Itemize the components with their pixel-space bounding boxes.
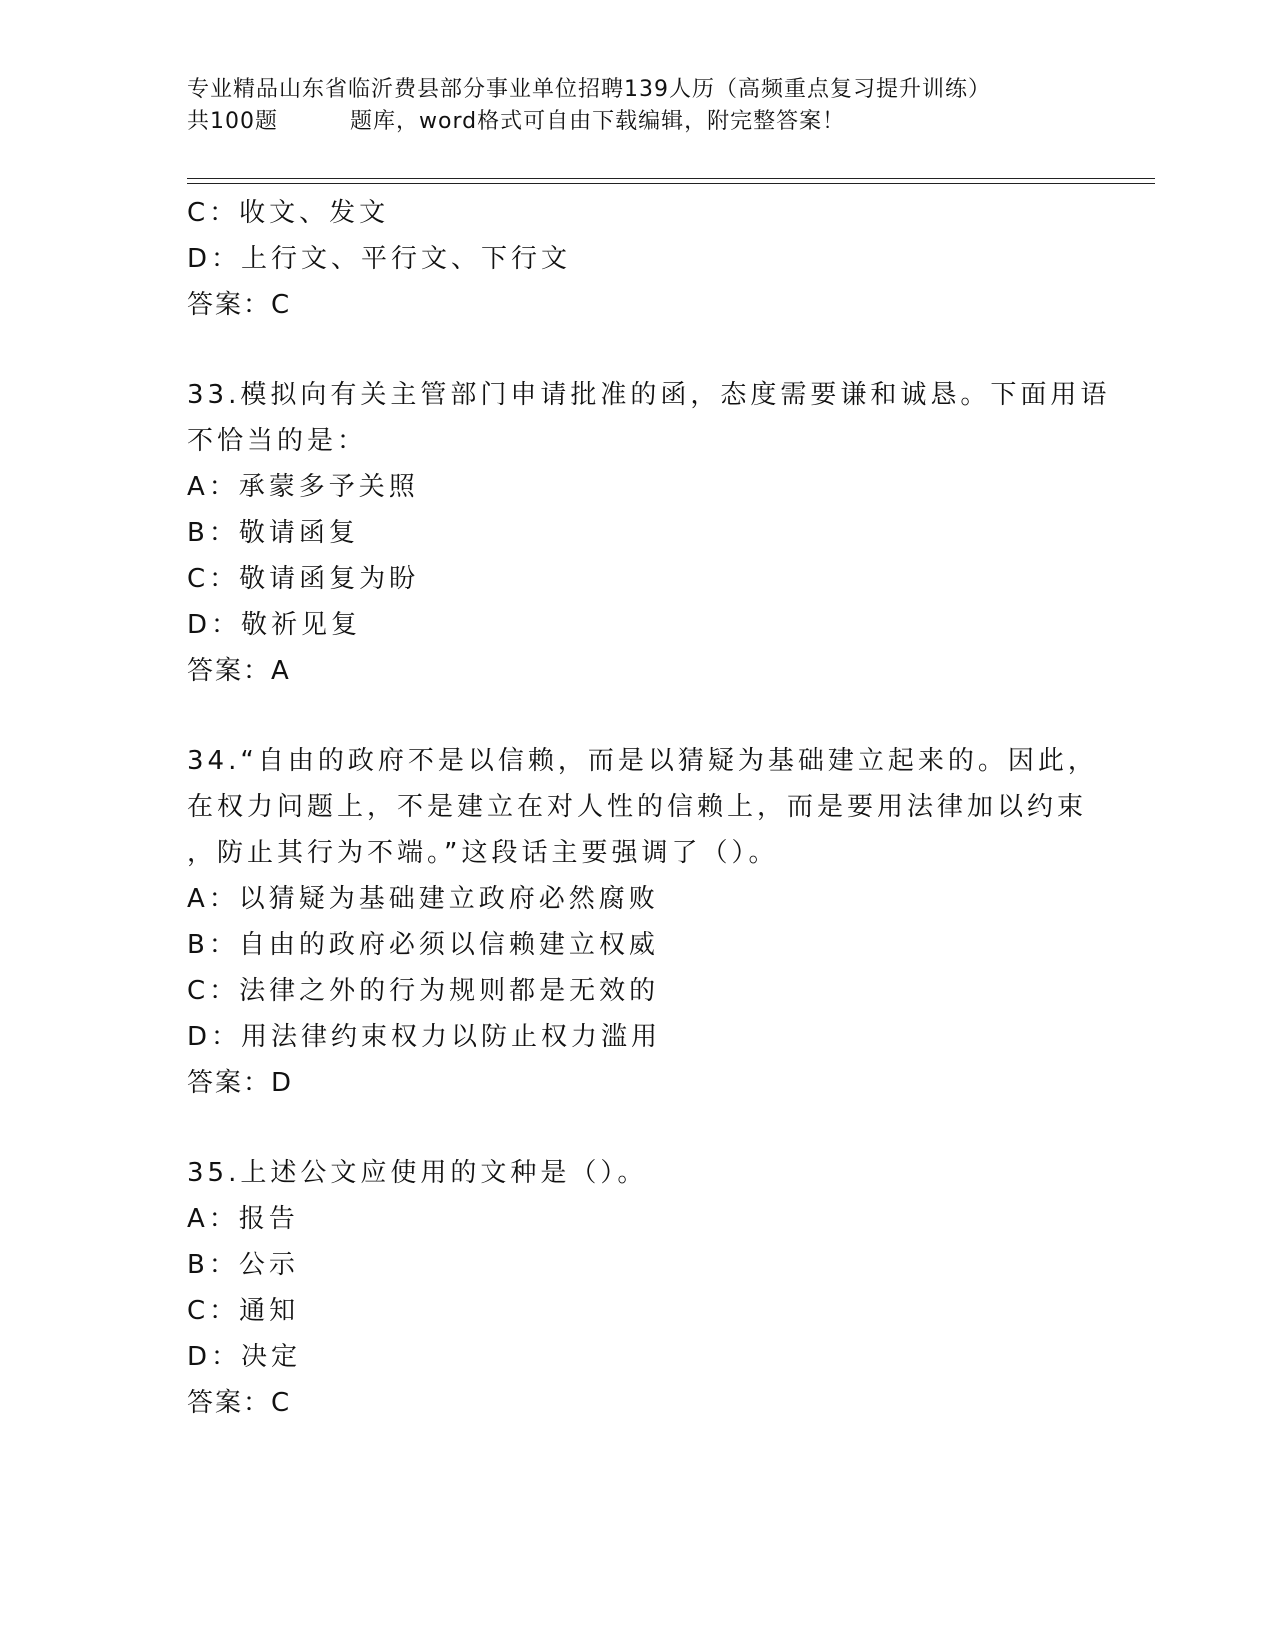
option-d: D：决定 xyxy=(187,1342,302,1372)
header-divider-top xyxy=(187,178,1155,179)
answer-line: 答案：C xyxy=(187,1388,292,1418)
option-d: D：敬祈见复 xyxy=(187,610,362,640)
header-question-count: 共100题 xyxy=(187,109,278,134)
header-subtitle xyxy=(187,106,1087,138)
header-divider-bottom xyxy=(187,183,1155,184)
question-stem-line: 33.模拟向有关主管部门申请批准的函，态度需要谦和诚恳。下面用语 xyxy=(187,380,1111,410)
option-c: C：敬请函复为盼 xyxy=(187,564,420,594)
answer-line: 答案：D xyxy=(187,1068,294,1098)
question-stem-line: 34.“自由的政府不是以信赖，而是以猜疑为基础建立起来的。因此， xyxy=(187,746,1098,776)
option-a: A：报告 xyxy=(187,1204,299,1234)
question-stem-line: 不恰当的是： xyxy=(187,426,368,456)
question-stem-line: 35.上述公文应使用的文种是（）。 xyxy=(187,1158,648,1188)
answer-line: 答案：A xyxy=(187,656,291,686)
question-stem-line: ，防止其行为不端。”这段话主要强调了（）。 xyxy=(187,838,779,868)
answer-line: 答案：C xyxy=(187,290,292,320)
header-description: 题库，word格式可自由下载编辑，附完整答案！ xyxy=(350,109,846,134)
option-b: B：公示 xyxy=(187,1250,299,1280)
option-c: C：通知 xyxy=(187,1296,300,1326)
option-b: B：敬请函复 xyxy=(187,518,359,548)
option-c: C：法律之外的行为规则都是无效的 xyxy=(187,976,660,1006)
option-a: A：以猜疑为基础建立政府必然腐败 xyxy=(187,884,659,914)
question-35 xyxy=(187,1150,1087,1426)
option-d: D：用法律约束权力以防止权力滥用 xyxy=(187,1022,662,1052)
option-c: C：收文、发文 xyxy=(187,198,390,228)
header-title: 专业精品山东省临沂费县部分事业单位招聘139人历（高频重点复习提升训练） xyxy=(187,77,991,102)
document-header xyxy=(187,74,1087,138)
question-33 xyxy=(187,372,1111,694)
previous-question-tail xyxy=(187,190,1087,328)
option-a: A：承蒙多予关照 xyxy=(187,472,419,502)
option-d: D：上行文、平行文、下行文 xyxy=(187,244,572,274)
question-34 xyxy=(187,738,1098,1106)
question-stem-line: 在权力问题上，不是建立在对人性的信赖上，而是要用法律加以约束 xyxy=(187,792,1088,822)
question-content xyxy=(187,190,1111,1426)
option-b: B：自由的政府必须以信赖建立权威 xyxy=(187,930,659,960)
